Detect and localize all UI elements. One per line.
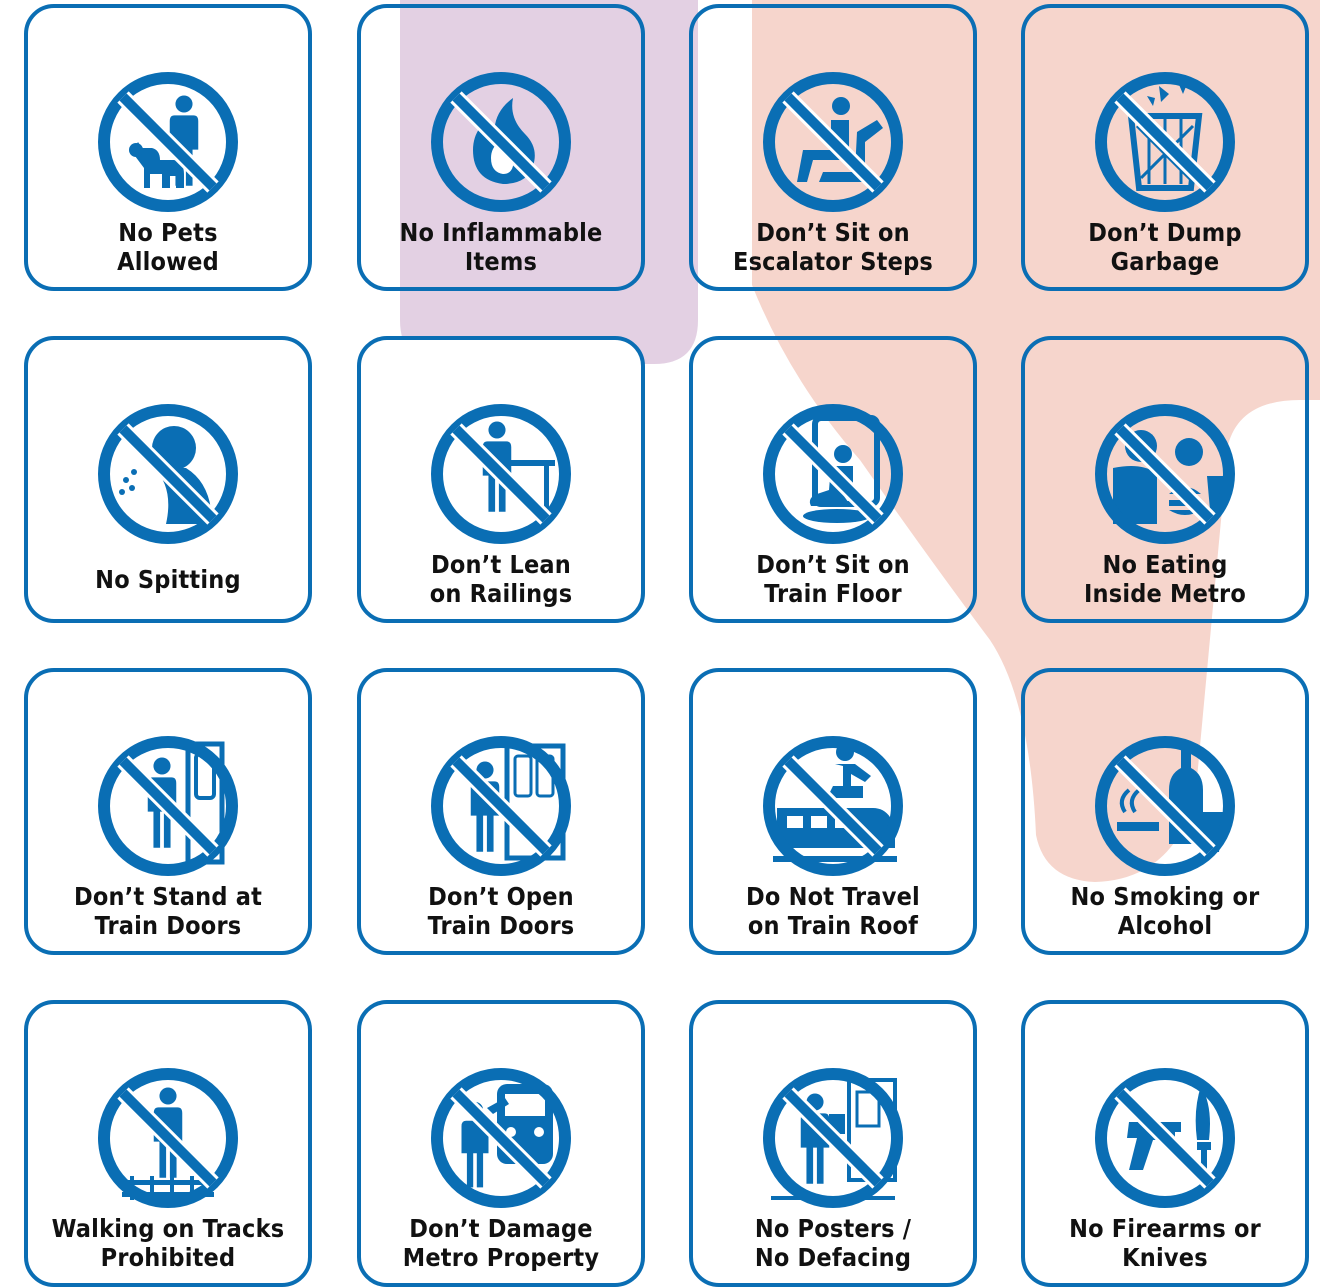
no-damage-property-icon	[425, 1062, 577, 1214]
sign-label-line: No Firearms or	[1069, 1214, 1261, 1243]
sign-card-no-train-roof	[689, 668, 977, 955]
sign-label	[703, 546, 963, 612]
sign-label-line: No Posters /	[754, 1214, 912, 1243]
no-open-doors-icon	[425, 730, 577, 882]
sign-label	[1035, 214, 1295, 280]
sign-label-line: Knives	[1122, 1243, 1208, 1272]
sign-label	[1035, 878, 1295, 944]
no-weapons-icon	[1089, 1062, 1241, 1214]
sign-label	[38, 214, 298, 280]
sign-label-line: Metro Property	[402, 1243, 600, 1272]
sign-label	[38, 878, 298, 944]
no-stand-doors-icon	[92, 730, 244, 882]
sign-label	[1035, 546, 1295, 612]
sign-label-line: Allowed	[117, 247, 219, 276]
no-lean-railings-icon	[425, 398, 577, 550]
sign-label-line: Don’t Open	[428, 882, 574, 911]
sign-label-line: Don’t Sit on	[756, 218, 910, 247]
sign-card-no-garbage	[1021, 4, 1309, 291]
sign-label	[703, 1210, 963, 1276]
sign-label	[371, 878, 631, 944]
sign-label-line: No Eating	[1102, 550, 1228, 579]
no-train-roof-icon	[757, 730, 909, 882]
no-pets-icon	[92, 66, 244, 218]
sign-label	[371, 546, 631, 612]
sign-label-line: No Spitting	[95, 564, 241, 594]
no-walking-tracks-icon	[92, 1062, 244, 1214]
sign-card-no-sit-escalator	[689, 4, 977, 291]
sign-card-no-smoking-alcohol	[1021, 668, 1309, 955]
sign-card-no-eating	[1021, 336, 1309, 623]
sign-label-line: Train Floor	[764, 579, 902, 608]
sign-card-no-stand-doors	[24, 668, 312, 955]
sign-card-no-damage-property	[357, 1000, 645, 1287]
no-spitting-icon	[92, 398, 244, 550]
sign-label-line: Escalator Steps	[733, 247, 933, 276]
sign-label-line: Do Not Travel	[746, 882, 920, 911]
no-sit-escalator-icon	[757, 66, 909, 218]
sign-label-line: Walking on Tracks	[51, 1214, 285, 1243]
sign-label-line: Don’t Damage	[409, 1214, 593, 1243]
sign-card-no-lean-railings	[357, 336, 645, 623]
sign-label	[371, 1210, 631, 1276]
sign-label-line: Prohibited	[100, 1243, 236, 1272]
sign-label-line: Alcohol	[1117, 911, 1213, 940]
sign-label-line: Inside Metro	[1083, 579, 1246, 608]
no-sit-floor-icon	[757, 398, 909, 550]
sign-label-line: No Smoking or	[1070, 882, 1260, 911]
no-garbage-icon	[1089, 66, 1241, 218]
sign-label-line: No Defacing	[754, 1243, 912, 1272]
sign-label	[1035, 1210, 1295, 1276]
sign-label-line: Don’t Sit on	[756, 550, 910, 579]
sign-label-line: on Train Roof	[747, 911, 919, 940]
sign-label-line: Don’t Lean	[430, 550, 572, 579]
no-inflammable-icon	[425, 66, 577, 218]
sign-card-no-open-doors	[357, 668, 645, 955]
sign-label	[703, 878, 963, 944]
sign-card-no-sit-floor	[689, 336, 977, 623]
sign-label	[38, 1210, 298, 1276]
sign-label-line: Train Doors	[427, 911, 575, 940]
sign-card-no-walking-tracks	[24, 1000, 312, 1287]
sign-label-line: Garbage	[1110, 247, 1220, 276]
sign-label	[371, 214, 631, 280]
sign-card-no-posters	[689, 1000, 977, 1287]
no-eating-icon	[1089, 398, 1241, 550]
sign-label-line: No Inflammable	[399, 218, 603, 247]
no-posters-icon	[757, 1062, 909, 1214]
sign-card-no-pets	[24, 4, 312, 291]
no-smoking-alcohol-icon	[1089, 730, 1241, 882]
sign-card-no-inflammable	[357, 4, 645, 291]
sign-label	[703, 214, 963, 280]
sign-card-no-weapons	[1021, 1000, 1309, 1287]
sign-label	[38, 546, 298, 612]
sign-label-line: Items	[464, 247, 538, 276]
sign-label-line: Don’t Stand at	[73, 882, 263, 911]
sign-label-line: No Pets	[118, 218, 218, 247]
sign-label-line: Train Doors	[94, 911, 242, 940]
sign-card-no-spitting	[24, 336, 312, 623]
sign-label-line: Don’t Dump	[1088, 218, 1242, 247]
sign-label-line: on Railings	[429, 579, 573, 608]
